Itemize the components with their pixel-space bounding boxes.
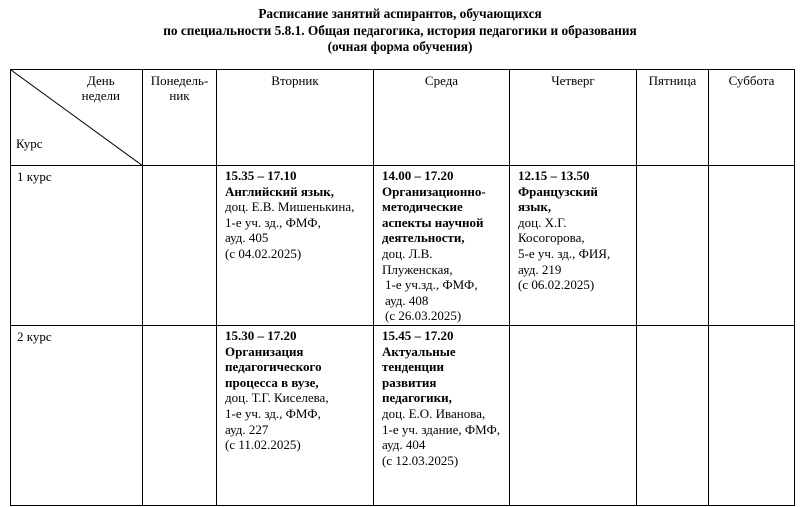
title-line-3: (очная форма обучения) [327, 39, 473, 54]
document-title [0, 6, 800, 56]
header-thursday: Четверг [510, 70, 637, 166]
title-line-2: по специальности 5.8.1. Общая педагогика, история педагогики и образования [163, 22, 637, 38]
header-monday: Понедель- ник [143, 70, 217, 166]
class-subject: процесса в вузе, [225, 374, 319, 390]
schedule-table [10, 69, 795, 506]
cell-monday [143, 166, 217, 326]
class-start-date: (с 11.02.2025) [225, 437, 301, 453]
class-subject: методические [382, 199, 463, 215]
class-teacher: доц. Х.Г. [518, 214, 567, 230]
class-start-date: (с 04.02.2025) [225, 245, 302, 261]
header-friday: Пятница [637, 70, 709, 166]
class-time: 15.30 – 17.20 [225, 328, 297, 343]
class-teacher: доц. Е.В. Мишенькина, [225, 199, 355, 215]
title-line-1: Расписание занятий аспирантов, обучающихся [258, 6, 542, 21]
class-room: ауд. 405 [225, 230, 269, 246]
class-cell-thursday [510, 166, 637, 326]
class-teacher: доц. Т.Г. Киселева, [225, 390, 329, 406]
class-teacher: Косогорова, [518, 230, 585, 246]
table-row-course-1 [11, 166, 795, 326]
header-tuesday: Вторник [217, 70, 374, 166]
class-time: 14.00 – 17.20 [382, 168, 454, 183]
class-subject: тенденции [382, 359, 444, 375]
header-wednesday: Среда [374, 70, 510, 166]
table-row-course-2 [11, 326, 795, 506]
class-subject: педагогики, [382, 390, 452, 406]
class-room: ауд. 227 [225, 421, 269, 437]
cell-friday [637, 326, 709, 506]
class-subject: Французский [518, 183, 598, 199]
cell-saturday [709, 326, 795, 506]
course-label: 1 курс [11, 166, 143, 326]
corner-course-label: Курс [16, 136, 43, 151]
class-building: 1-е уч. зд., ФМФ, [225, 405, 321, 421]
class-time: 12.15 – 13.50 [518, 168, 590, 183]
corner-day-label: День недели [81, 73, 120, 103]
class-subject: аспекты научной [382, 214, 484, 230]
class-subject: педагогического [225, 359, 322, 375]
class-subject: развития [382, 374, 437, 390]
class-time: 15.35 – 17.10 [225, 168, 297, 183]
class-time: 15.45 – 17.20 [382, 328, 454, 343]
class-subject: Организация [225, 343, 304, 359]
class-subject: Организационно- [382, 183, 486, 199]
class-start-date: (с 06.02.2025) [518, 277, 595, 293]
class-cell-tuesday [217, 326, 374, 506]
class-start-date: (с 12.03.2025) [382, 452, 459, 468]
class-building: 1-е уч. зд., ФМФ, [225, 214, 321, 230]
class-subject: Актуальные [382, 343, 456, 359]
class-building: 1-е уч.зд., ФМФ, [385, 277, 478, 293]
course-label: 2 курс [11, 326, 143, 506]
class-cell-tuesday [217, 166, 374, 326]
class-start-date: (с 26.03.2025) [385, 308, 462, 324]
class-subject: Английский язык, [225, 183, 335, 199]
class-teacher: доц. Е.О. Иванова, [382, 405, 486, 421]
class-building: 5-е уч. зд., ФИЯ, [518, 245, 611, 261]
cell-monday [143, 326, 217, 506]
corner-header-cell [11, 70, 143, 166]
class-subject: язык, [518, 199, 552, 215]
header-row [11, 70, 795, 166]
class-cell-wednesday [374, 326, 510, 506]
class-room: ауд. 404 [382, 437, 426, 453]
cell-friday [637, 166, 709, 326]
class-cell-wednesday [374, 166, 510, 326]
class-room: ауд. 219 [518, 261, 562, 277]
cell-saturday [709, 166, 795, 326]
class-subject: деятельности, [382, 230, 465, 246]
class-building: 1-е уч. здание, ФМФ, [382, 421, 501, 437]
header-saturday: Суббота [709, 70, 795, 166]
class-room: ауд. 408 [385, 292, 429, 308]
class-teacher: доц. Л.В. Плуженская, [382, 245, 453, 277]
cell-thursday [510, 326, 637, 506]
